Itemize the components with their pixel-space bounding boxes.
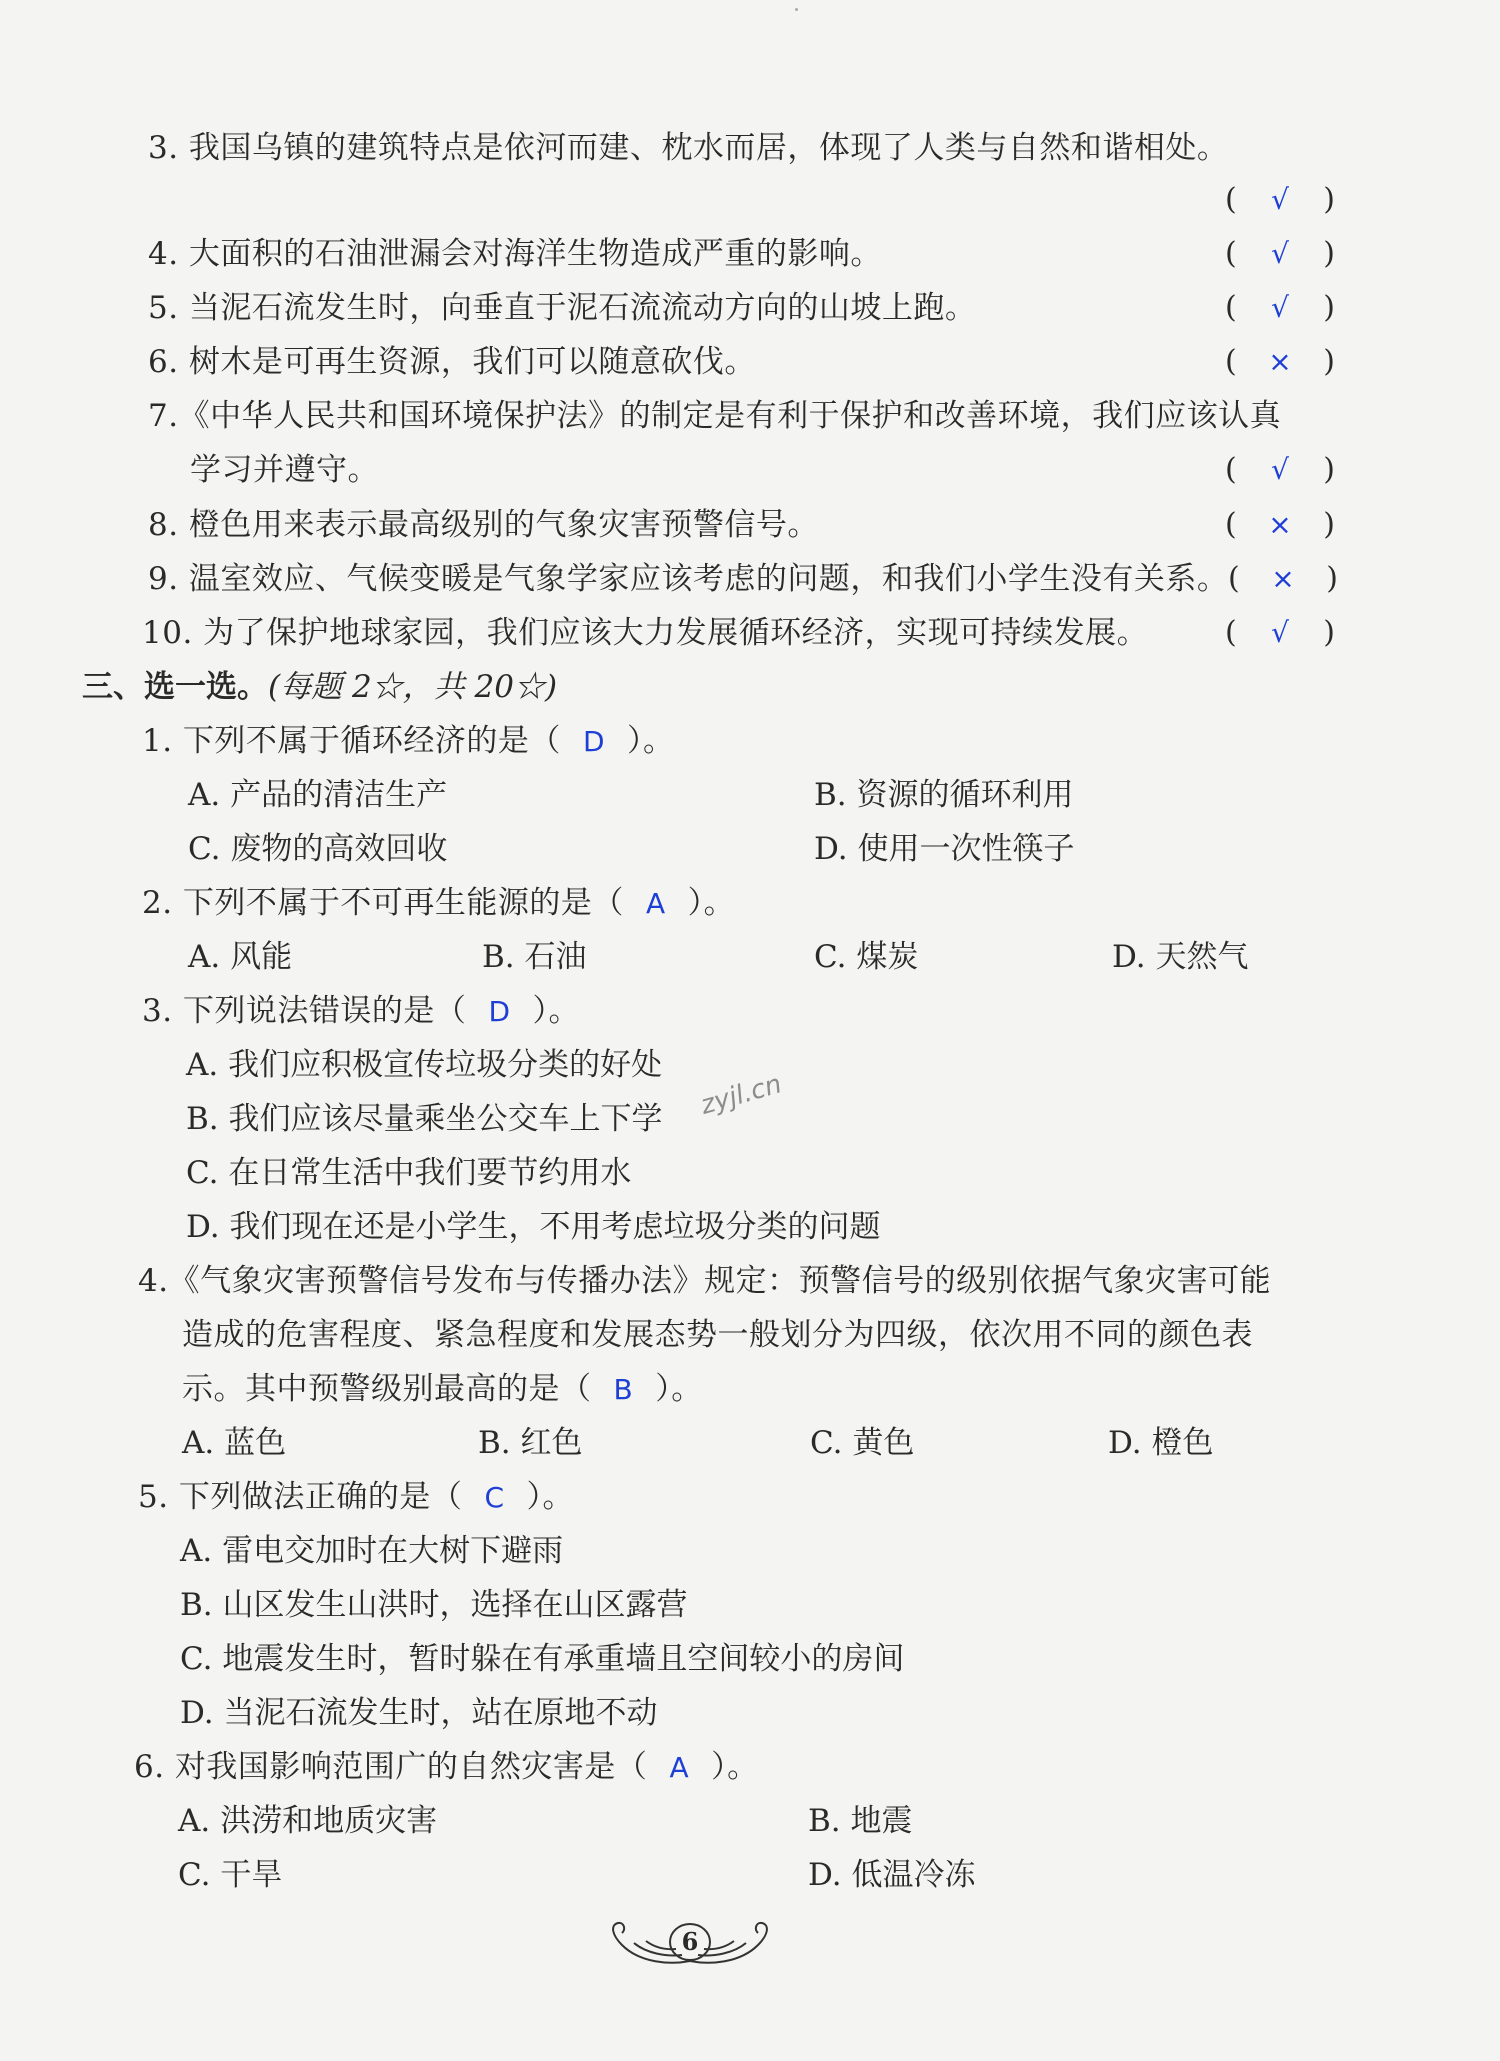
choice-5-option-b: B. 山区发生山洪时，选择在山区露营 [180,1587,688,1623]
page-number: 6 [681,1927,699,1956]
judgment-8-text: 8. 橙色用来表示最高级别的气象灾害预警信号。 [148,507,819,543]
choice-3-option-c: C. 在日常生活中我们要节约用水 [186,1155,632,1191]
choice-1-stem: 1. 下列不属于循环经济的是（ D ）。 [142,723,675,759]
judgment-7-answer: √ [1271,453,1289,486]
paper-speck [795,8,798,11]
choice-2-option-b: B. 石油 [482,939,587,975]
choice-2-stem: 2. 下列不属于不可再生能源的是（ A ）。 [142,885,736,921]
choice-1-answer: D [582,725,605,758]
judgment-6-answer: × [1268,345,1292,378]
judgment-5-answer: √ [1271,291,1289,324]
choice-6-stem: 6. 对我国影响范围广的自然灾害是（ A ）。 [134,1749,759,1785]
choice-4-option-b: B. 红色 [478,1425,583,1461]
choice-5-option-c: C. 地震发生时，暂时躲在有承重墙且空间较小的房间 [180,1641,905,1677]
choice-1-option-a: A. 产品的清洁生产 [188,777,448,813]
section-3-heading [82,667,557,707]
judgment-9-answer: × [1271,562,1295,595]
choice-1-option-d: D. 使用一次性筷子 [814,831,1075,867]
choice-4-option-a: A. 蓝色 [182,1425,287,1461]
choice-5-answer: C [484,1481,505,1514]
choice-4-stem-line2: 造成的危害程度、紧急程度和发展态势一般划分为四级，依次用不同的颜色表 [182,1317,1253,1353]
section-3-title: 三、选一选。 [82,669,268,705]
judgment-10-text: 10. 为了保护地球家园，我们应该大力发展循环经济，实现可持续发展。 [142,615,1149,651]
choice-1-option-b: B. 资源的循环利用 [814,777,1074,813]
choice-6-option-a: A. 洪涝和地质灾害 [178,1803,438,1839]
choice-3-answer: D [488,995,511,1028]
choice-3-stem: 3. 下列说法错误的是（ D ）。 [142,993,580,1029]
choice-2-answer: A [645,887,666,920]
judgment-3-text: 3. 我国乌镇的建筑特点是依河而建、枕水而居，体现了人类与自然和谐相处。 [148,130,1229,166]
watermark: zyjl.cn [697,1069,786,1121]
choice-3-option-d: D. 我们现在还是小学生，不用考虑垃圾分类的问题 [186,1209,881,1245]
choice-4-stem-line3: 示。其中预警级别最高的是（ B ）。 [182,1371,703,1407]
judgment-5-text: 5. 当泥石流发生时，向垂直于泥石流流动方向的山坡上跑。 [148,290,977,326]
choice-4-option-c: C. 黄色 [810,1425,915,1461]
judgment-4-text: 4. 大面积的石油泄漏会对海洋生物造成严重的影响。 [148,236,882,272]
choice-4-option-d: D. 橙色 [1108,1425,1214,1461]
choice-6-answer: A [669,1751,690,1784]
choice-5-option-d: D. 当泥石流发生时，站在原地不动 [180,1695,658,1731]
page-number-badge [600,1915,780,1975]
choice-4-answer: B [613,1373,634,1406]
choice-2-option-a: A. 风能 [188,939,293,975]
choice-6-option-c: C. 干旱 [178,1857,283,1893]
judgment-4-answer: √ [1271,237,1289,270]
judgment-7-text-line1: 7.《中华人民共和国环境保护法》的制定是有利于保护和改善环境，我们应该认真 [148,398,1282,434]
judgment-8-answer: × [1268,508,1292,541]
choice-3-option-a: A. 我们应积极宣传垃圾分类的好处 [186,1047,663,1083]
choice-4-stem-line1: 4.《气象灾害预警信号发布与传播办法》规定：预警信号的级别依据气象灾害可能 [138,1263,1272,1299]
judgment-3-answer: √ [1271,183,1289,216]
choice-6-option-d: D. 低温冷冻 [808,1857,976,1893]
judgment-9-text: 9. 温室效应、气候变暖是气象学家应该考虑的问题，和我们小学生没有关系。 [148,561,1229,597]
choice-6-option-b: B. 地震 [808,1803,913,1839]
choice-2-option-d: D. 天然气 [1112,939,1249,975]
choice-2-option-c: C. 煤炭 [814,939,919,975]
judgment-10-answer: √ [1271,616,1289,649]
section-3-note: (每题 2☆，共 20☆) [268,669,558,705]
choice-5-stem: 5. 下列做法正确的是（ C ）。 [138,1479,574,1515]
choice-1-option-c: C. 废物的高效回收 [188,831,448,867]
choice-3-option-b: B. 我们应该尽量乘坐公交车上下学 [186,1101,663,1137]
judgment-7-text-line2: 学习并遵守。 [190,452,379,488]
judgment-6-text: 6. 树木是可再生资源，我们可以随意砍伐。 [148,344,756,380]
choice-5-option-a: A. 雷电交加时在大树下避雨 [180,1533,564,1569]
